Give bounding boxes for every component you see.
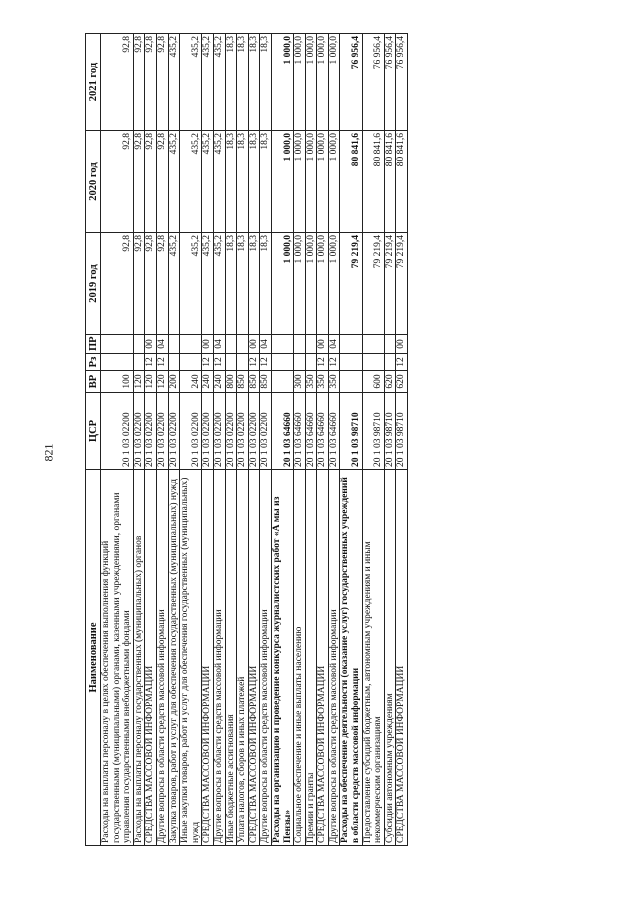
cell-pr: [384, 335, 396, 354]
cell-2021: 435,2: [202, 34, 214, 131]
cell-2021: 1 000,0: [294, 34, 306, 131]
cell-pr: [225, 335, 237, 354]
cell-name: Расходы на выплаты персоналу государственных (муниципальных) органов: [133, 470, 145, 846]
cell-vr: 120: [156, 371, 168, 393]
cell-pr: [168, 335, 180, 354]
cell-2019: 92,8: [133, 233, 145, 335]
cell-csr: 20 1 03 98710: [362, 393, 384, 470]
cell-rz: [225, 354, 237, 371]
cell-rz: [305, 354, 317, 371]
cell-name: Расходы на выплаты персоналу в целях обеспечения выполнения функций государственными (муниципальными) органами, казенными учреждениями, органами управления государственными внебюджетными фондами: [101, 470, 134, 846]
cell-rz: 12: [213, 354, 225, 371]
cell-2021: 18,3: [260, 34, 272, 131]
table-header: [86, 34, 101, 846]
header-row: [86, 34, 101, 846]
cell-rz: [168, 354, 180, 371]
cell-pr: [133, 335, 145, 354]
cell-name: Закупка товаров, работ и услуг для обеспечения государственных (муниципальных) нужд: [168, 470, 180, 846]
cell-vr: 620: [384, 371, 396, 393]
cell-csr: 20 1 03 02200: [101, 393, 134, 470]
cell-vr: [271, 371, 293, 393]
cell-2021: 435,2: [180, 34, 202, 131]
cell-name: Другие вопросы в области средств массовой информации: [260, 470, 272, 846]
cell-name: СРЕДСТВА МАССОВОЙ ИНФОРМАЦИИ: [317, 470, 329, 846]
cell-name: СРЕДСТВА МАССОВОЙ ИНФОРМАЦИИ: [202, 470, 214, 846]
cell-csr: 20 1 03 64660: [328, 393, 340, 470]
cell-2020: 435,2: [180, 131, 202, 233]
cell-name: Другие вопросы в области средств массовой информации: [213, 470, 225, 846]
header-2021: 2021 год: [86, 34, 101, 131]
cell-name: Премии и гранты: [305, 470, 317, 846]
header-vr: ВР: [86, 371, 101, 393]
cell-csr: 20 1 03 98710: [384, 393, 396, 470]
cell-rz: 12: [156, 354, 168, 371]
cell-2019: 18,3: [225, 233, 237, 335]
cell-vr: 120: [145, 371, 157, 393]
cell-pr: 04: [260, 335, 272, 354]
cell-pr: [237, 335, 249, 354]
cell-rz: [101, 354, 134, 371]
page-number-text: 821: [41, 443, 56, 462]
header-name: Наименование: [86, 470, 101, 846]
cell-2020: 80 841,6: [384, 131, 396, 233]
cell-rz: [180, 354, 202, 371]
cell-2021: 1 000,0: [317, 34, 329, 131]
cell-2020: 435,2: [213, 131, 225, 233]
cell-2021: 435,2: [213, 34, 225, 131]
cell-rz: 12: [260, 354, 272, 371]
table-row: [317, 34, 329, 846]
cell-2020: 92,8: [133, 131, 145, 233]
cell-pr: [101, 335, 134, 354]
cell-csr: 20 1 03 02200: [225, 393, 237, 470]
cell-rz: 12: [248, 354, 260, 371]
cell-2021: 76 956,4: [396, 34, 408, 131]
budget-table: [85, 33, 408, 846]
cell-2020: 80 841,6: [340, 131, 362, 233]
cell-csr: 20 1 03 98710: [396, 393, 408, 470]
cell-name: Предоставление субсидий бюджетным, автономным учреждениям и иным некоммерческим организациям: [362, 470, 384, 846]
cell-rz: 12: [328, 354, 340, 371]
table-row: [145, 34, 157, 846]
table-row: [225, 34, 237, 846]
cell-2020: 80 841,6: [362, 131, 384, 233]
cell-2020: 435,2: [168, 131, 180, 233]
cell-2019: 435,2: [202, 233, 214, 335]
cell-name: Расходы на организацию и проведение конкурса журналистских работ «А мы из Пензы»: [271, 470, 293, 846]
cell-2019: 18,3: [237, 233, 249, 335]
cell-2021: 76 956,4: [340, 34, 362, 131]
cell-name: СРЕДСТВА МАССОВОЙ ИНФОРМАЦИИ: [145, 470, 157, 846]
cell-csr: 20 1 03 64660: [305, 393, 317, 470]
cell-rz: 12: [396, 354, 408, 371]
table-row: [271, 34, 293, 846]
cell-rz: 12: [145, 354, 157, 371]
cell-vr: 600: [362, 371, 384, 393]
cell-vr: [340, 371, 362, 393]
cell-csr: 20 1 03 02200: [145, 393, 157, 470]
header-2019: 2019 год: [86, 233, 101, 335]
cell-vr: 850: [237, 371, 249, 393]
cell-2019: 79 219,4: [384, 233, 396, 335]
cell-vr: 850: [260, 371, 272, 393]
cell-rz: 12: [202, 354, 214, 371]
cell-pr: 00: [248, 335, 260, 354]
table-row: [156, 34, 168, 846]
cell-2019: 92,8: [156, 233, 168, 335]
cell-vr: 120: [133, 371, 145, 393]
cell-name: Другие вопросы в области средств массовой информации: [328, 470, 340, 846]
table-row: [248, 34, 260, 846]
header-csr: ЦСР: [86, 393, 101, 470]
cell-2019: 1 000,0: [294, 233, 306, 335]
cell-csr: 20 1 03 02200: [202, 393, 214, 470]
cell-vr: 240: [213, 371, 225, 393]
cell-2020: 1 000,0: [328, 131, 340, 233]
cell-2019: 1 000,0: [271, 233, 293, 335]
table-row: [168, 34, 180, 846]
cell-2021: 18,3: [225, 34, 237, 131]
cell-2019: 18,3: [260, 233, 272, 335]
cell-rz: [340, 354, 362, 371]
cell-vr: 300: [294, 371, 306, 393]
cell-pr: 04: [328, 335, 340, 354]
cell-2021: 76 956,4: [362, 34, 384, 131]
cell-2021: 1 000,0: [328, 34, 340, 131]
cell-2020: 1 000,0: [317, 131, 329, 233]
table-row: [133, 34, 145, 846]
cell-2019: 1 000,0: [328, 233, 340, 335]
cell-vr: 800: [225, 371, 237, 393]
table-row: [260, 34, 272, 846]
cell-2020: 18,3: [225, 131, 237, 233]
table-row: [213, 34, 225, 846]
cell-name: СРЕДСТВА МАССОВОЙ ИНФОРМАЦИИ: [248, 470, 260, 846]
cell-vr: 240: [180, 371, 202, 393]
page-number: [40, 0, 58, 905]
cell-2019: 79 219,4: [396, 233, 408, 335]
cell-2019: 435,2: [213, 233, 225, 335]
header-2020: 2020 год: [86, 131, 101, 233]
cell-csr: 20 1 03 02200: [237, 393, 249, 470]
cell-2020: 18,3: [260, 131, 272, 233]
cell-csr: 20 1 03 02200: [248, 393, 260, 470]
cell-2021: 1 000,0: [305, 34, 317, 131]
cell-pr: [180, 335, 202, 354]
cell-2020: 80 841,6: [396, 131, 408, 233]
cell-pr: [362, 335, 384, 354]
cell-pr: 00: [145, 335, 157, 354]
cell-2019: 79 219,4: [340, 233, 362, 335]
table-row: [396, 34, 408, 846]
cell-rz: [384, 354, 396, 371]
cell-2019: 79 219,4: [362, 233, 384, 335]
cell-csr: 20 1 03 02200: [260, 393, 272, 470]
cell-2019: 92,8: [145, 233, 157, 335]
cell-rz: [271, 354, 293, 371]
cell-csr: 20 1 03 64660: [294, 393, 306, 470]
table-row: [202, 34, 214, 846]
cell-csr: 20 1 03 98710: [340, 393, 362, 470]
cell-2020: 435,2: [202, 131, 214, 233]
table-row: [384, 34, 396, 846]
cell-2021: 1 000,0: [271, 34, 293, 131]
cell-vr: 200: [168, 371, 180, 393]
cell-2019: 435,2: [180, 233, 202, 335]
table-row: [237, 34, 249, 846]
cell-csr: 20 1 03 02200: [180, 393, 202, 470]
cell-csr: 20 1 03 64660: [271, 393, 293, 470]
cell-vr: 350: [317, 371, 329, 393]
cell-2021: 92,8: [156, 34, 168, 131]
cell-vr: 350: [328, 371, 340, 393]
cell-2019: 1 000,0: [305, 233, 317, 335]
cell-pr: 04: [156, 335, 168, 354]
cell-csr: 20 1 03 02200: [213, 393, 225, 470]
cell-2021: 92,8: [133, 34, 145, 131]
cell-vr: 350: [305, 371, 317, 393]
cell-csr: 20 1 03 64660: [317, 393, 329, 470]
cell-vr: 850: [248, 371, 260, 393]
header-rz: Рз: [86, 354, 101, 371]
cell-vr: 240: [202, 371, 214, 393]
cell-2020: 18,3: [237, 131, 249, 233]
table-row: [340, 34, 362, 846]
cell-2021: 18,3: [248, 34, 260, 131]
cell-csr: 20 1 03 02200: [168, 393, 180, 470]
cell-name: Расходы на обеспечение деятельности (оказание услуг) государственных учреждений в области средств массовой информации: [340, 470, 362, 846]
cell-rz: [362, 354, 384, 371]
cell-name: Иные бюджетные ассигнования: [225, 470, 237, 846]
cell-name: Другие вопросы в области средств массовой информации: [156, 470, 168, 846]
cell-2021: 92,8: [101, 34, 134, 131]
header-pr: ПР: [86, 335, 101, 354]
cell-rz: [133, 354, 145, 371]
table-row: [180, 34, 202, 846]
table-row: [305, 34, 317, 846]
cell-vr: 620: [396, 371, 408, 393]
cell-pr: 00: [396, 335, 408, 354]
cell-2019: 435,2: [168, 233, 180, 335]
table-row: [328, 34, 340, 846]
cell-pr: 00: [202, 335, 214, 354]
cell-csr: 20 1 03 02200: [133, 393, 145, 470]
cell-pr: 00: [317, 335, 329, 354]
cell-2020: 1 000,0: [305, 131, 317, 233]
cell-name: СРЕДСТВА МАССОВОЙ ИНФОРМАЦИИ: [396, 470, 408, 846]
cell-2020: 1 000,0: [294, 131, 306, 233]
table-row: [362, 34, 384, 846]
cell-2021: 18,3: [237, 34, 249, 131]
cell-name: Социальное обеспечение и иные выплаты населению: [294, 470, 306, 846]
cell-2021: 435,2: [168, 34, 180, 131]
cell-2019: 92,8: [101, 233, 134, 335]
rotated-budget-table-container: [85, 34, 617, 846]
cell-rz: [237, 354, 249, 371]
cell-2021: 76 956,4: [384, 34, 396, 131]
cell-vr: 100: [101, 371, 134, 393]
cell-2020: 92,8: [156, 131, 168, 233]
cell-2020: 92,8: [145, 131, 157, 233]
cell-pr: [340, 335, 362, 354]
cell-pr: [294, 335, 306, 354]
cell-rz: 12: [317, 354, 329, 371]
cell-2020: 1 000,0: [271, 131, 293, 233]
cell-rz: [294, 354, 306, 371]
cell-pr: [305, 335, 317, 354]
cell-2020: 18,3: [248, 131, 260, 233]
cell-pr: [271, 335, 293, 354]
cell-2019: 18,3: [248, 233, 260, 335]
cell-2019: 1 000,0: [317, 233, 329, 335]
table-body: [101, 34, 408, 846]
cell-2021: 92,8: [145, 34, 157, 131]
table-row: [294, 34, 306, 846]
cell-csr: 20 1 03 02200: [156, 393, 168, 470]
cell-name: Субсидии автономным учреждениям: [384, 470, 396, 846]
cell-2020: 92,8: [101, 131, 134, 233]
cell-name: Иные закупки товаров, работ и услуг для обеспечения государственных (муниципальных) нужд: [180, 470, 202, 846]
cell-pr: 04: [213, 335, 225, 354]
table-row: [101, 34, 134, 846]
cell-name: Уплата налогов, сборов и иных платежей: [237, 470, 249, 846]
